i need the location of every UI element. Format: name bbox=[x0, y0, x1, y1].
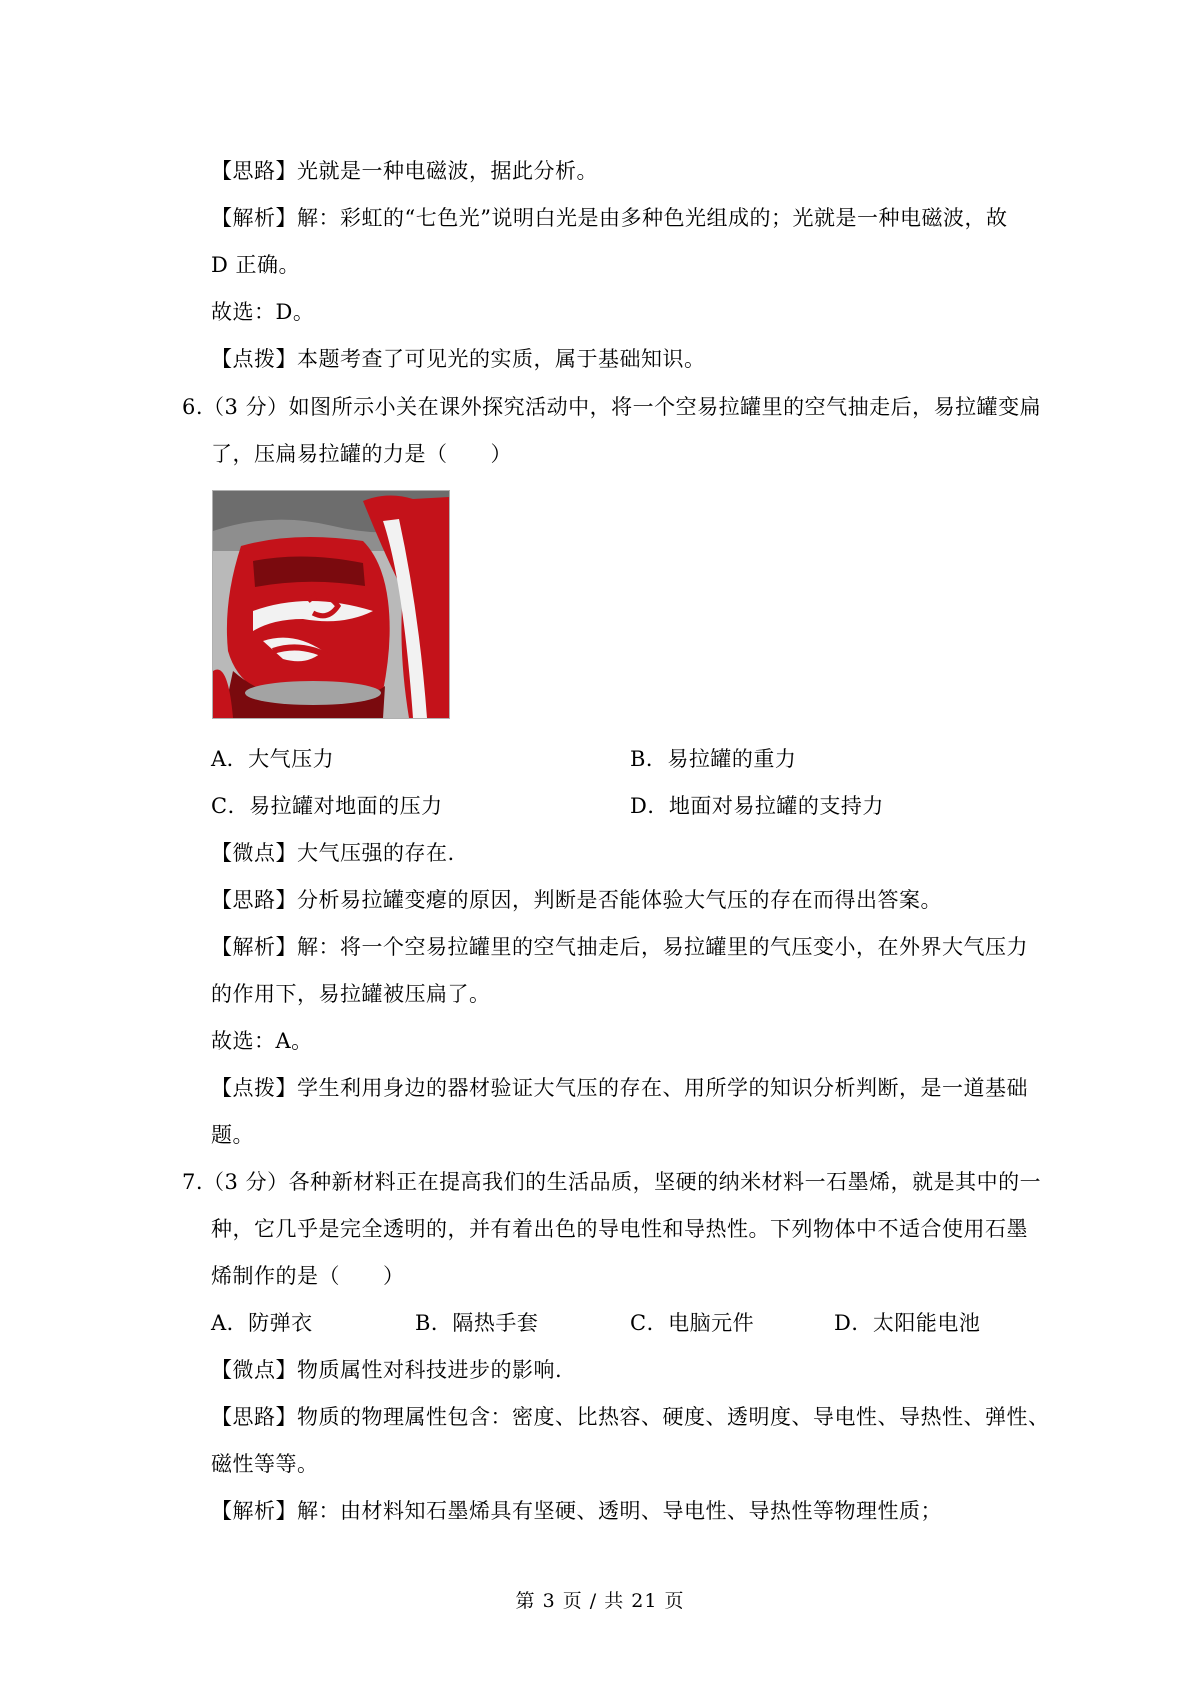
q5-answer: 故选：D。 bbox=[211, 300, 315, 324]
q7-option-b: B．隔热手套 bbox=[415, 1311, 539, 1335]
q7-option-a: A．防弹衣 bbox=[211, 1311, 313, 1335]
q7-stem-line2: 种，它几乎是完全透明的，并有着出色的导电性和导热性。下列物体中不适合使用石墨 bbox=[211, 1217, 1028, 1241]
q6-jiexi-line2: 的作用下，易拉罐被压扁了。 bbox=[211, 982, 491, 1006]
q6-option-c: C．易拉罐对地面的压力 bbox=[211, 794, 443, 818]
crushed-can-icon bbox=[213, 491, 449, 718]
q6-jiexi-line1: 【解析】解：将一个空易拉罐里的空气抽走后，易拉罐里的气压变小，在外界大气压力 bbox=[211, 935, 1028, 959]
q7-option-d: D．太阳能电池 bbox=[834, 1311, 981, 1335]
q7-stem-line1: 7.（3 分）各种新材料正在提高我们的生活品质，坚硬的纳米材料一石墨烯，就是其中的一 bbox=[182, 1170, 1042, 1194]
q6-silu: 【思路】分析易拉罐变瘪的原因，判断是否能体验大气压的存在而得出答案。 bbox=[211, 888, 942, 912]
q7-weidian: 【微点】物质属性对科技进步的影响. bbox=[211, 1358, 563, 1382]
q6-option-a: A．大气压力 bbox=[211, 747, 335, 771]
q6-option-d: D．地面对易拉罐的支持力 bbox=[630, 794, 884, 818]
q5-jiexi-line2: D 正确。 bbox=[211, 253, 301, 277]
q7-stem-line3: 烯制作的是（ ） bbox=[211, 1264, 405, 1288]
q6-dianbo-line2: 题。 bbox=[211, 1123, 254, 1147]
crushed-can-photo bbox=[212, 490, 450, 719]
q6-answer: 故选：A。 bbox=[211, 1029, 313, 1053]
q6-weidian: 【微点】大气压强的存在. bbox=[211, 841, 455, 865]
q6-option-b: B．易拉罐的重力 bbox=[630, 747, 797, 771]
q7-silu-line1: 【思路】物质的物理属性包含：密度、比热容、硬度、透明度、导电性、导热性、弹性、 bbox=[211, 1405, 1050, 1429]
q7-silu-line2: 磁性等等。 bbox=[211, 1452, 319, 1476]
q5-jiexi-line1: 【解析】解：彩虹的“七色光”说明白光是由多种色光组成的；光就是一种电磁波，故 bbox=[211, 206, 1008, 230]
q7-jiexi-line1: 【解析】解：由材料知石墨烯具有坚硬、透明、导电性、导热性等物理性质； bbox=[211, 1499, 942, 1523]
q6-dianbo-line1: 【点拨】学生利用身边的器材验证大气压的存在、用所学的知识分析判断，是一道基础 bbox=[211, 1076, 1028, 1100]
page-footer: 第 3 页 / 共 21 页 bbox=[515, 1590, 685, 1612]
q6-stem-line1: 6.（3 分）如图所示小关在课外探究活动中，将一个空易拉罐里的空气抽走后，易拉罐变扁 bbox=[182, 395, 1042, 419]
q6-stem-line2: 了，压扁易拉罐的力是（ ） bbox=[211, 442, 512, 466]
q5-silu: 【思路】光就是一种电磁波，据此分析。 bbox=[211, 159, 598, 183]
q7-option-c: C．电脑元件 bbox=[630, 1311, 755, 1335]
q5-dianbo: 【点拨】本题考查了可见光的实质，属于基础知识。 bbox=[211, 347, 706, 371]
